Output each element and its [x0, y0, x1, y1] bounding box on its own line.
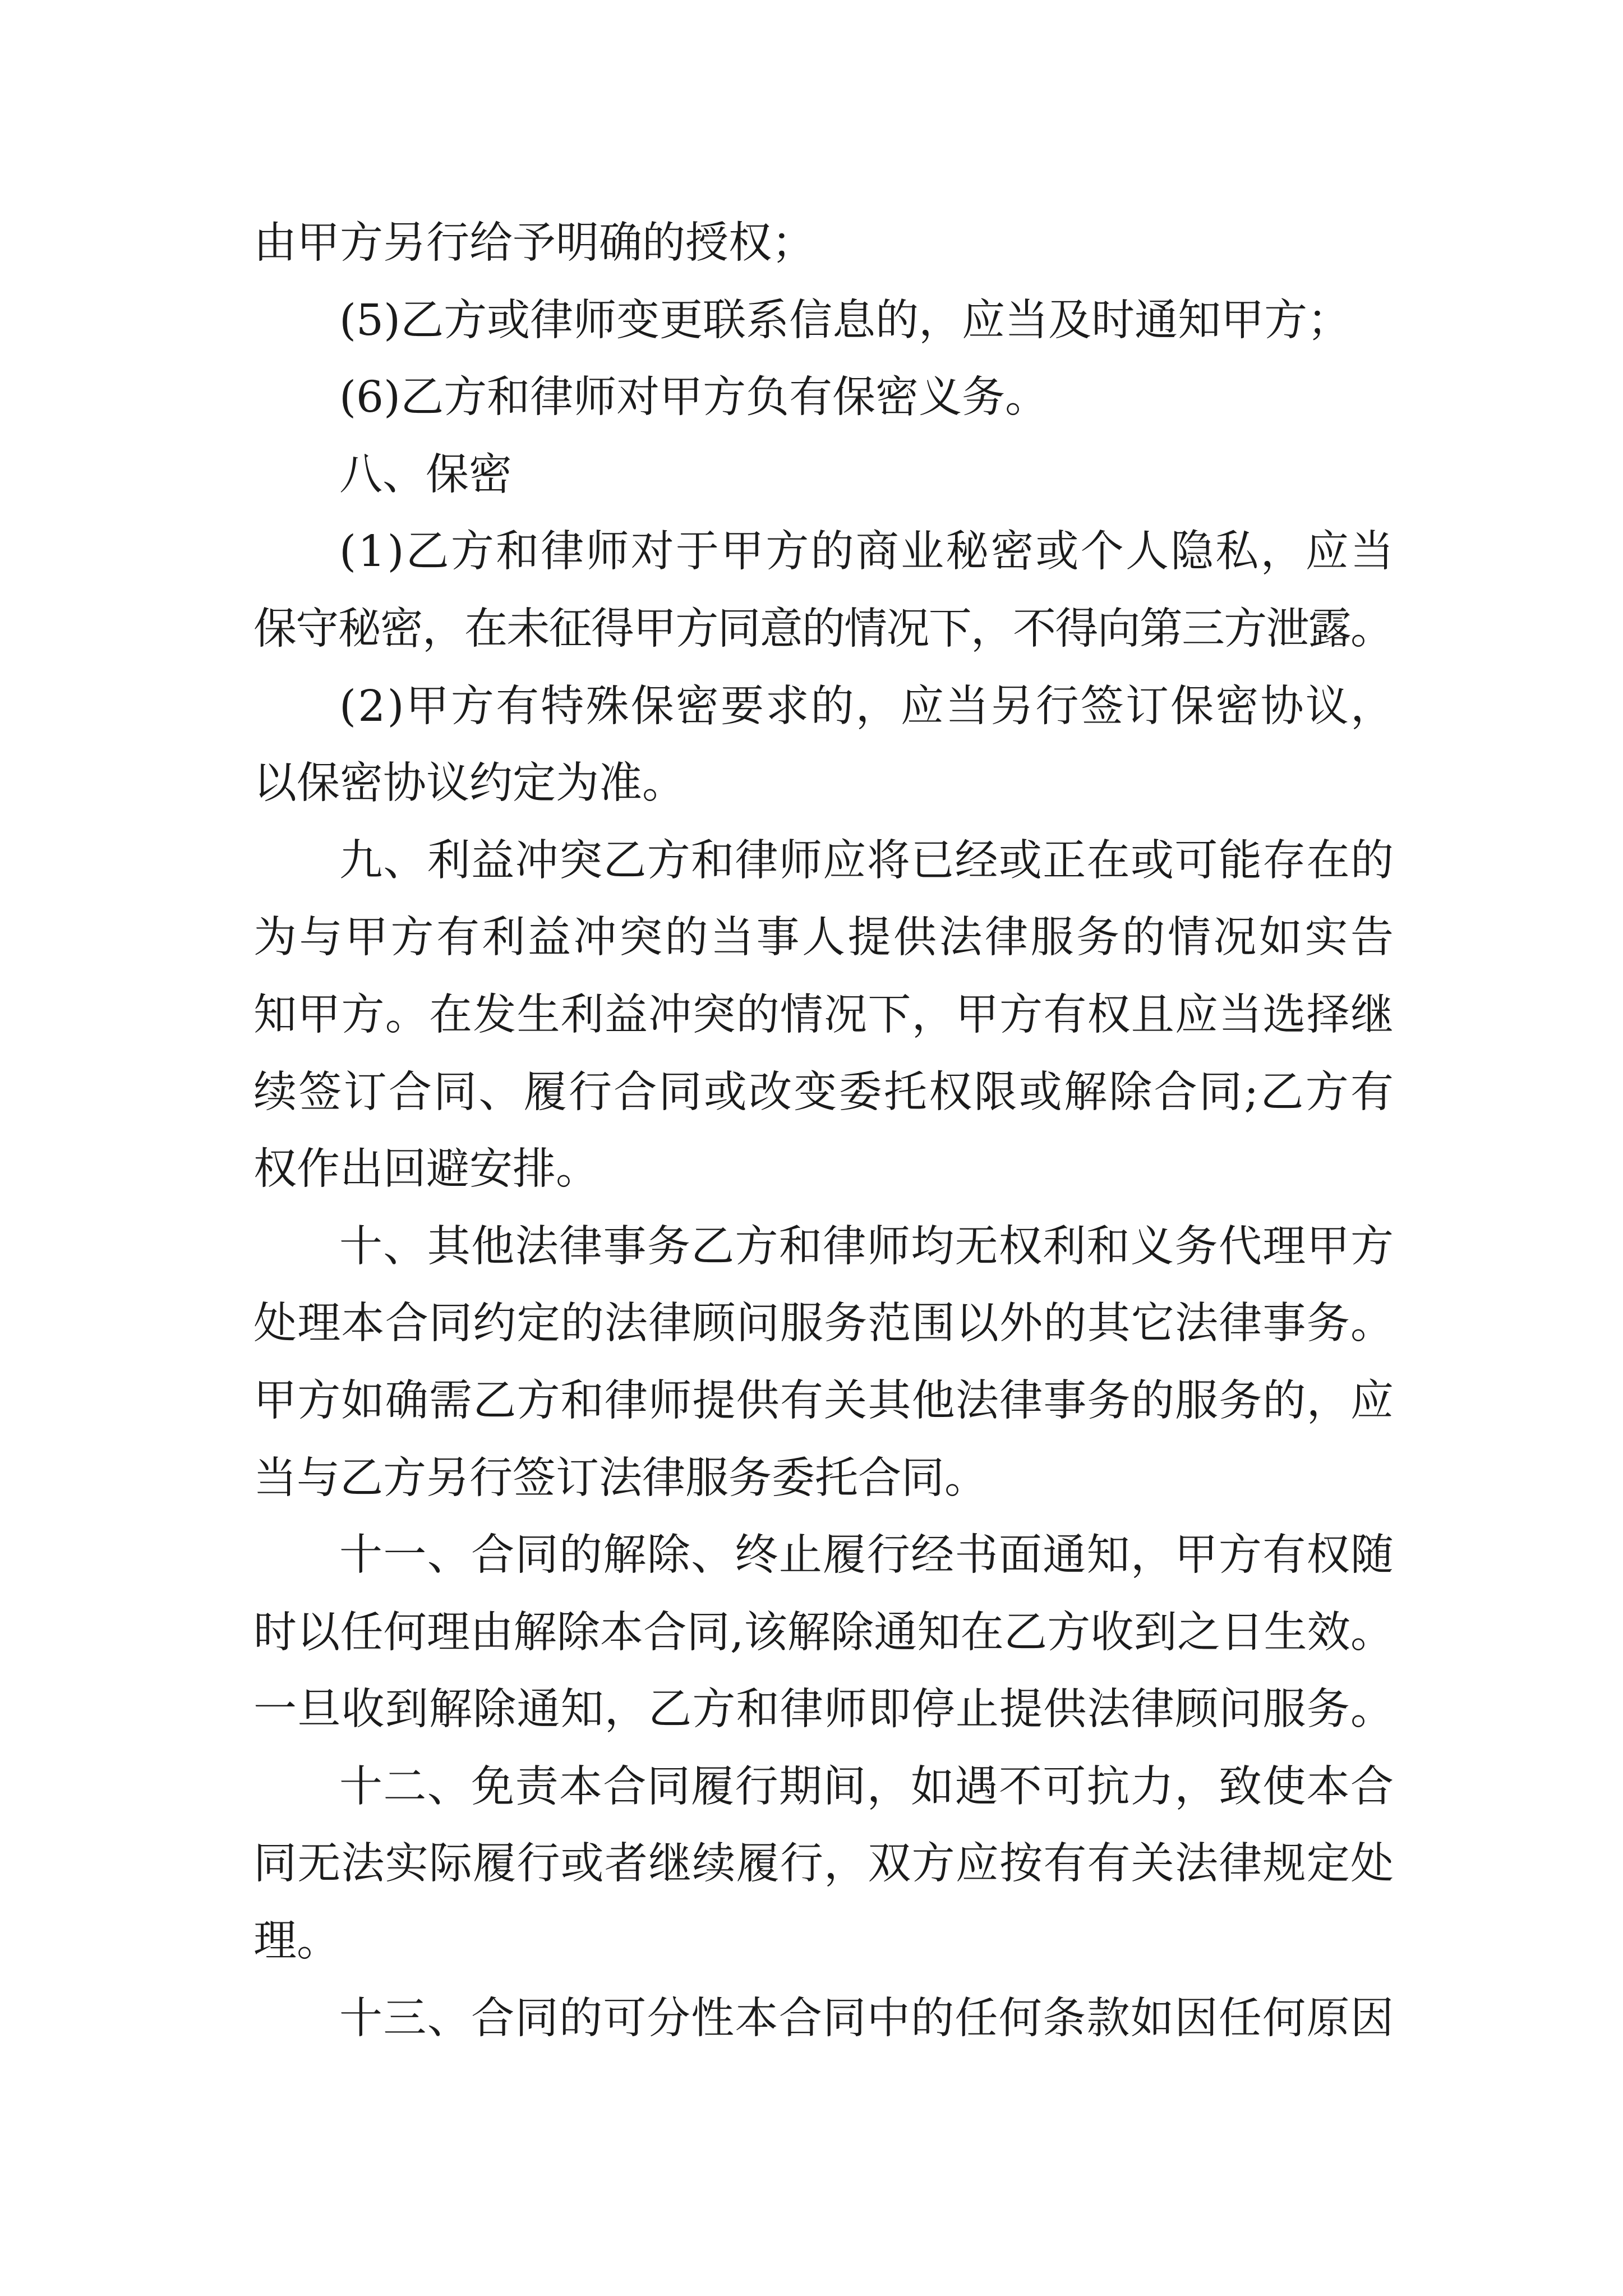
text-line: 十、其他法律事务乙方和律师均无权利和义务代理甲方 [339, 1221, 1395, 1272]
text-line: 十三、合同的可分性本合同中的任何条款如因任何原因 [339, 1993, 1395, 2044]
clause-exemption [253, 1749, 1394, 1980]
text-line: 当与乙方另行签订法律服务委托合同。 [253, 1453, 988, 1503]
confidentiality-item-1 [253, 513, 1394, 668]
text-line: (5)乙方或律师变更联系信息的，应当及时通知甲方； [339, 295, 1351, 346]
text-line: 权作出回避安排。 [253, 1144, 599, 1195]
text-line: (1)乙方和律师对于甲方的商业秘密或个人隐私，应当 [339, 527, 1396, 577]
section-heading: 八、保密 [339, 449, 512, 500]
clause-termination [253, 1517, 1394, 1749]
clause-item-6-confidentiality-duty [253, 359, 1394, 436]
clause-other-legal-matters [253, 1208, 1394, 1517]
clause-severability [253, 1980, 1394, 2058]
text-line: 九、利益冲突乙方和律师应将已经或正在或可能存在的 [339, 835, 1395, 886]
document-body [253, 205, 1394, 2057]
text-line: 续签订合同、履行合同或改变委托权限或解除合同;乙方有 [253, 1067, 1396, 1117]
text-line: 由甲方另行给予明确的授权； [253, 218, 815, 268]
text-line: 处理本合同约定的法律顾问服务范围以外的其它法律事务。 [253, 1299, 1395, 1349]
text-line: 时以任何理由解除本合同,该解除通知在乙方收到之日生效。 [253, 1607, 1394, 1658]
clause-conflict-of-interest [253, 822, 1394, 1208]
text-line: 保守秘密，在未征得甲方同意的情况下，不得向第三方泄露。 [253, 604, 1393, 654]
paragraph-authorization-continuation [253, 205, 1394, 282]
text-line: 以保密协议约定为准。 [253, 758, 685, 809]
text-line: 为与甲方有利益冲突的当事人提供法律服务的情况如实告 [253, 913, 1396, 963]
text-line: 同无法实际履行或者继续履行，双方应按有有关法律规定处 [253, 1839, 1395, 1889]
text-line: 十二、免责本合同履行期间，如遇不可抗力，致使本合 [339, 1761, 1395, 1812]
text-line: 一旦收到解除通知，乙方和律师即停止提供法律顾问服务。 [253, 1685, 1395, 1735]
text-line: 知甲方。在发生利益冲突的情况下，甲方有权且应当选择继 [253, 990, 1395, 1040]
text-line: (6)乙方和律师对甲方负有保密义务。 [339, 372, 1049, 423]
confidentiality-item-2 [253, 668, 1394, 822]
text-line: 理。 [253, 1916, 340, 1967]
clause-item-5-contact-change [253, 282, 1394, 360]
text-line: 甲方如确需乙方和律师提供有关其他法律事务的服务的，应 [253, 1375, 1395, 1426]
section-heading-confidentiality [253, 436, 1394, 514]
text-line: (2)甲方有特殊保密要求的，应当另行签订保密协议， [339, 681, 1396, 731]
text-line: 十一、合同的解除、终止履行经书面通知，甲方有权随 [339, 1530, 1395, 1581]
